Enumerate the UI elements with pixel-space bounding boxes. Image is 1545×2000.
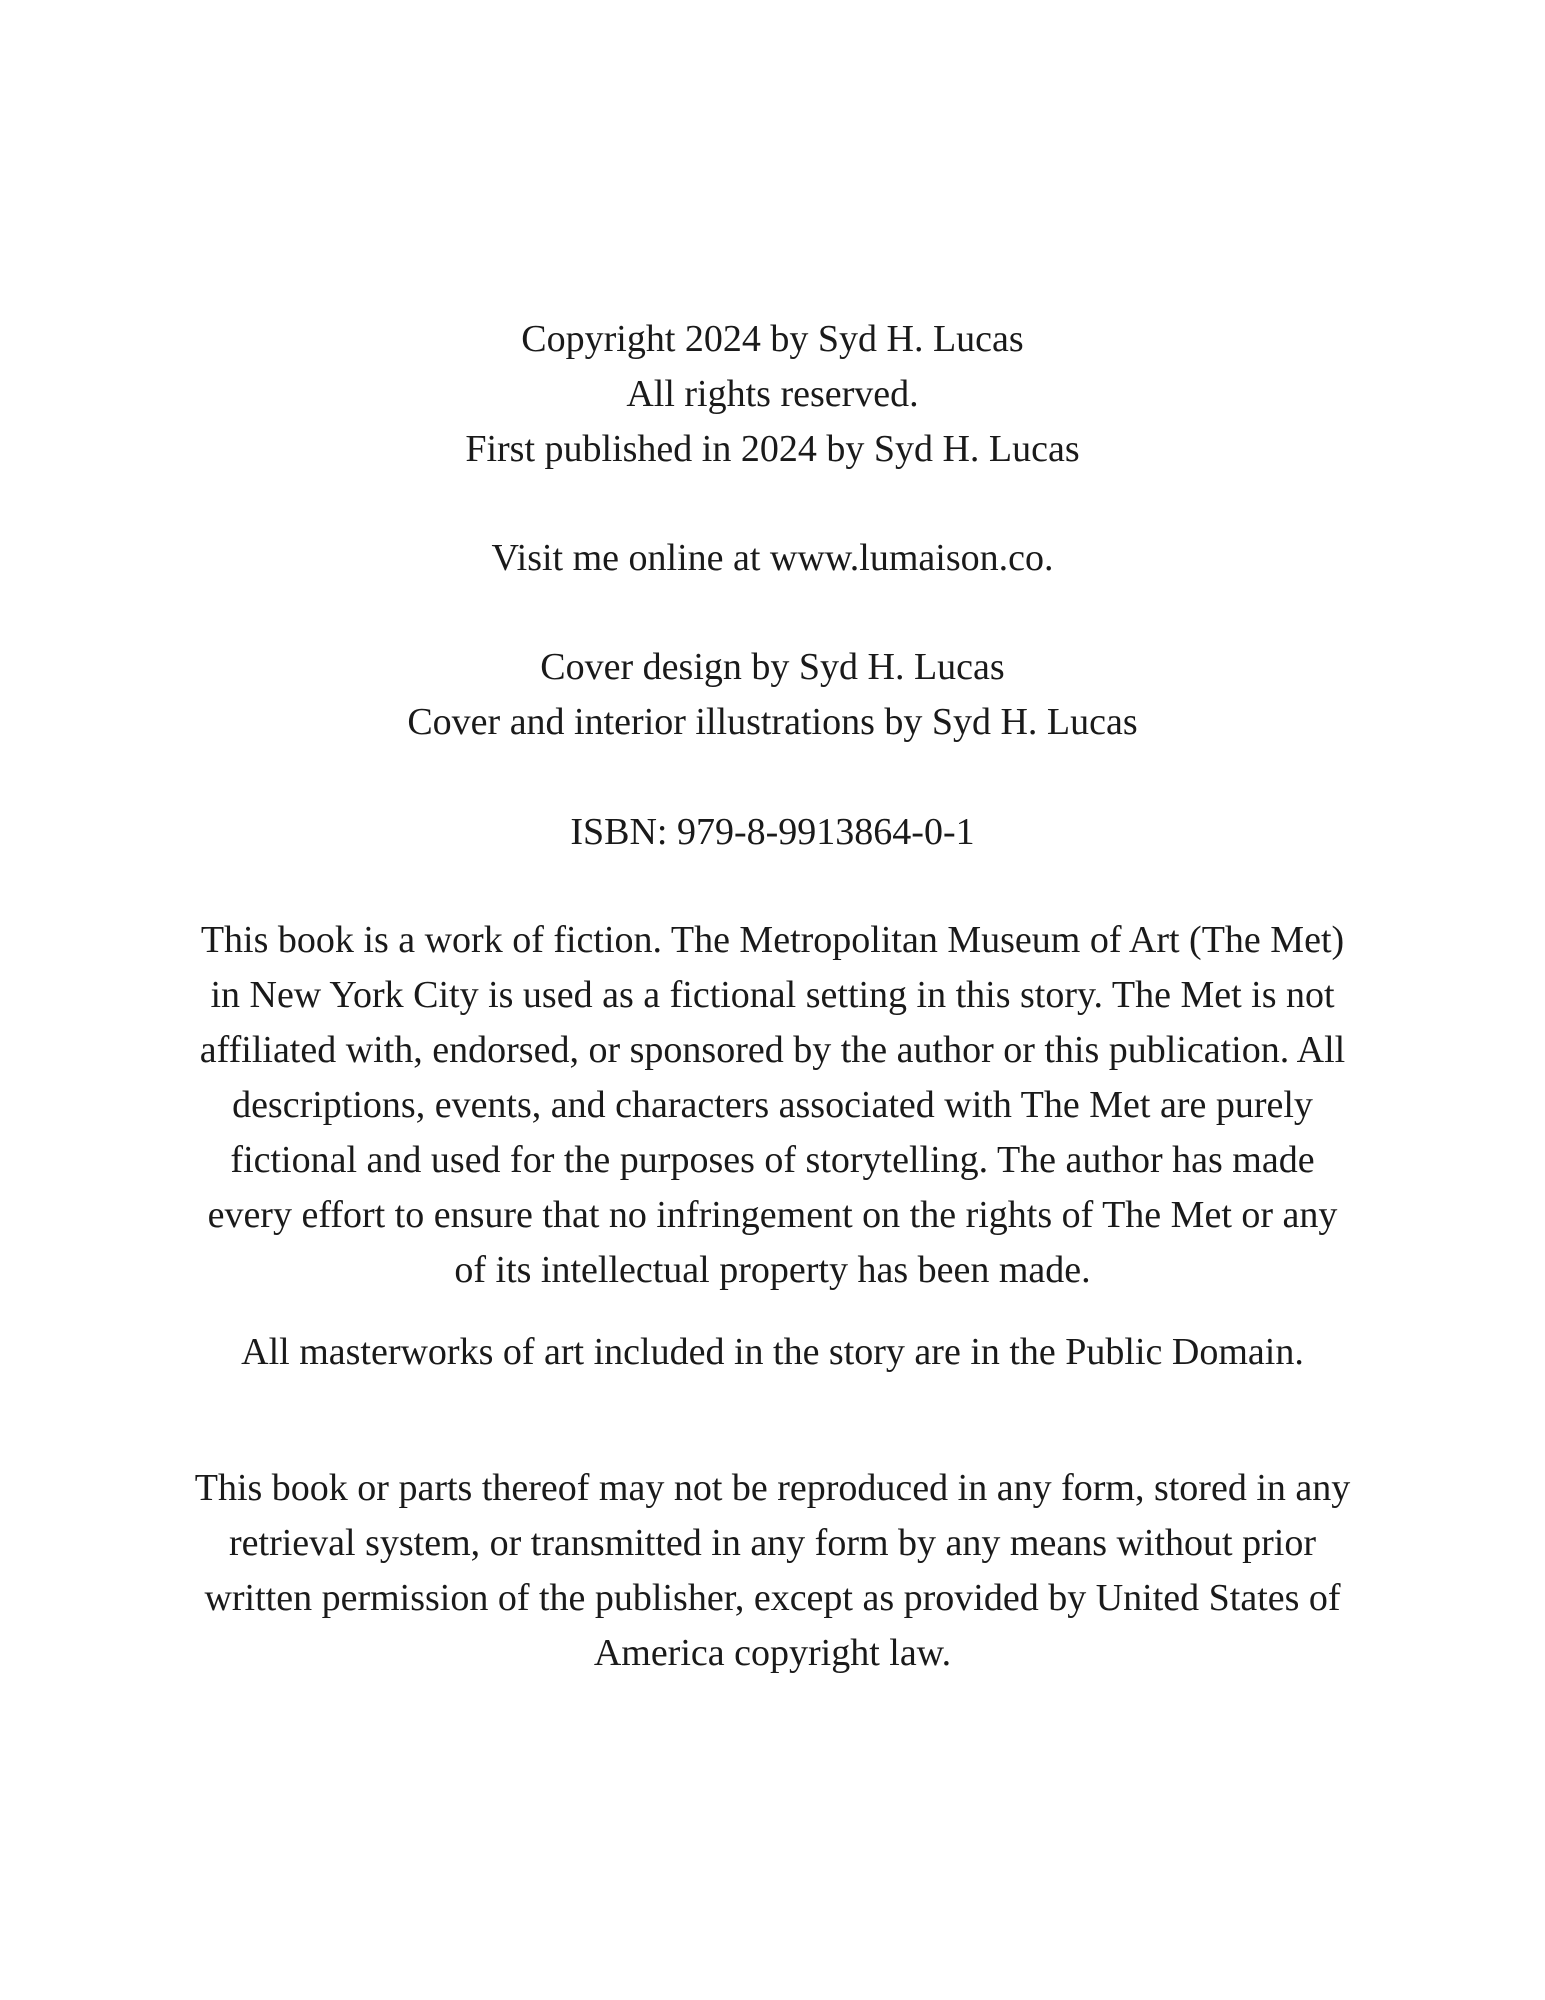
rights-notice-line: This book or parts thereof may not be reproduced in any form, stored in any <box>194 1467 1351 1509</box>
public-domain-line: All masterworks of art included in the story are in the Public Domain. <box>241 1331 1304 1373</box>
fiction-notice-line: of its intellectual property has been made. <box>454 1249 1091 1291</box>
fiction-notice-line: descriptions, events, and characters associated with The Met are purely <box>232 1084 1313 1126</box>
illustrations-credit: Cover and interior illustrations by Syd H. Lucas <box>407 701 1138 743</box>
copyright-block <box>0 312 1545 477</box>
isbn-line: ISBN: 979-8-9913864-0-1 <box>570 811 975 853</box>
fiction-notice-line: affiliated with, endorsed, or sponsored by the author or this publication. All <box>199 1029 1346 1071</box>
website-block <box>0 531 1545 586</box>
rights-notice-line: America copyright law. <box>593 1632 952 1674</box>
rights-notice-line: retrieval system, or transmitted in any form by any means without prior <box>229 1522 1316 1564</box>
fiction-notice <box>0 913 1545 1298</box>
rights-notice <box>0 1461 1545 1681</box>
rights-reserved-line: All rights reserved. <box>626 373 919 415</box>
isbn-block <box>0 805 1545 860</box>
rights-notice-line: written permission of the publisher, except as provided by United States of <box>204 1577 1341 1619</box>
fiction-notice-line: fictional and used for the purposes of storytelling. The author has made <box>230 1139 1315 1181</box>
fiction-notice-line: This book is a work of fiction. The Metropolitan Museum of Art (The Met) <box>200 919 1345 961</box>
credits-block <box>0 640 1545 750</box>
cover-design-credit: Cover design by Syd H. Lucas <box>540 646 1005 688</box>
fiction-notice-line: in New York City is used as a fictional setting in this story. The Met is not <box>210 974 1335 1016</box>
public-domain-notice <box>0 1325 1545 1380</box>
first-published-line: First published in 2024 by Syd H. Lucas <box>465 428 1080 470</box>
copyright-line: Copyright 2024 by Syd H. Lucas <box>521 318 1024 360</box>
fiction-notice-line: every effort to ensure that no infringement on the rights of The Met or any <box>207 1194 1338 1236</box>
website-line: Visit me online at www.lumaison.co. <box>491 537 1054 579</box>
